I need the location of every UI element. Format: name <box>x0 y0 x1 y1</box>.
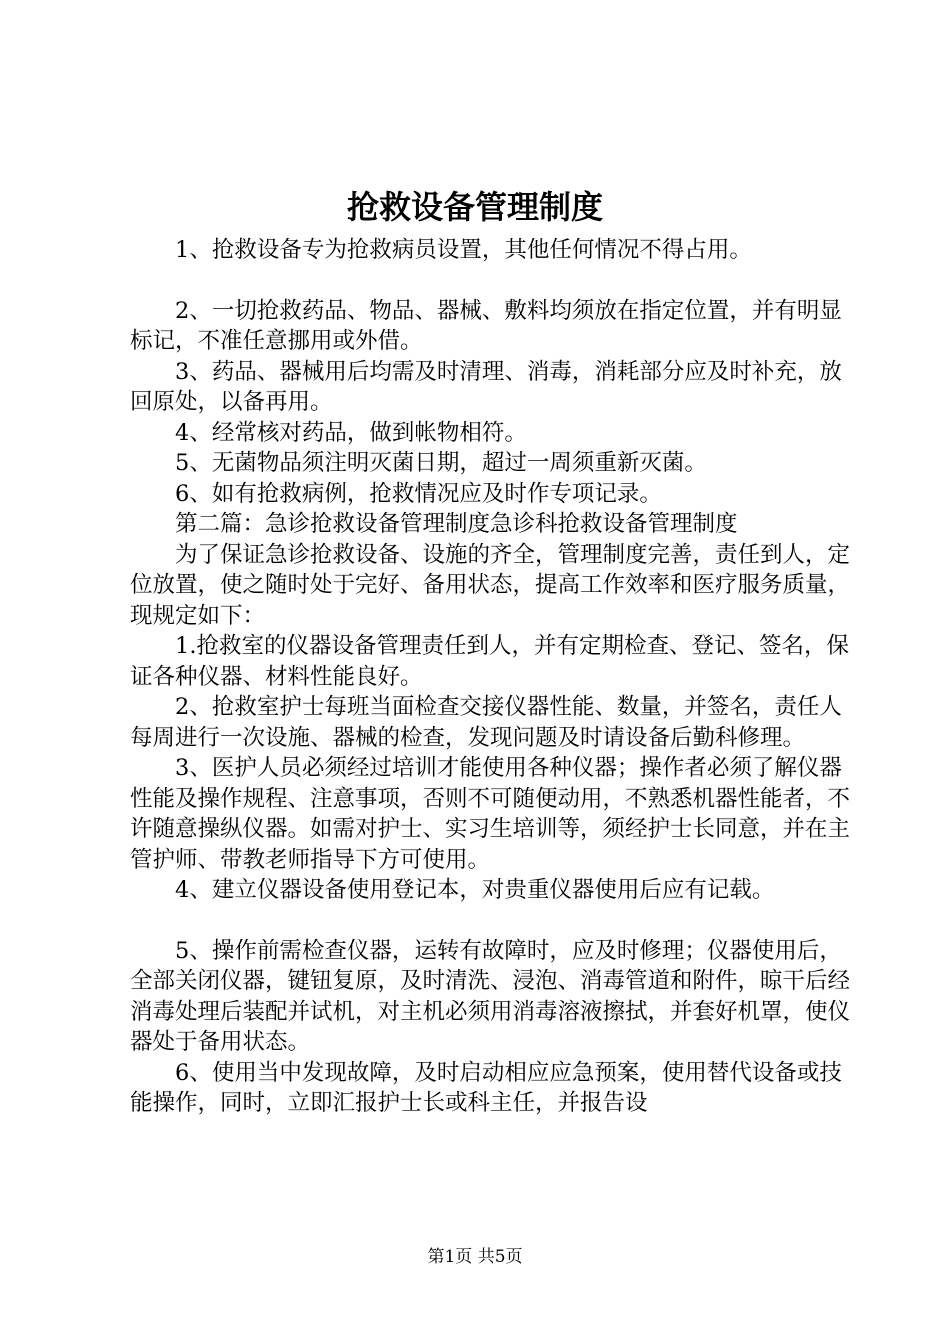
paragraph: 4、建立仪器设备使用登记本，对贵重仪器使用后应有记载。 <box>175 877 775 903</box>
document-body <box>130 235 850 1119</box>
section-heading: 第二篇：急诊抢救设备管理制度急诊科抢救设备管理制度 <box>175 511 738 537</box>
paragraph: 5、无菌物品须注明灭菌日期，超过一周须重新灭菌。 <box>175 450 707 476</box>
page-footer: 第1页 共5页 <box>427 1247 523 1267</box>
paragraph: 2、抢救室护士每班当面检查交接仪器性能、数量，并签名，责任人每周进行一次设施、器械的检查，发现问题及时请设备后勤科修理。 <box>130 694 842 751</box>
paragraph: 1、抢救设备专为抢救病员设置，其他任何情况不得占用。 <box>175 237 752 263</box>
paragraph: 为了保证急诊抢救设备、设施的齐全，管理制度完善，责任到人，定位放置，使之随时处于完好、备用状态，提高工作效率和医疗服务质量，现规定如下： <box>130 541 851 629</box>
document-title: 抢救设备管理制度 <box>346 188 603 226</box>
paragraph: 6、使用当中发现故障，及时启动相应应急预案，使用替代设备或技能操作，同时，立即汇报护士长或科主任，并报告设 <box>130 1059 842 1116</box>
paragraph: 6、如有抢救病例，抢救情况应及时作专项记录。 <box>175 480 662 507</box>
paragraph: 3、医护人员必须经过培训才能使用各种仪器；操作者必须了解仪器性能及操作规程、注意事项，否则不可随便动用，不熟悉机器性能者，不许随意操纵仪器。如需对护士、实习生培训等，须经护士长同意，并在主管护师、带教老师指导下方可使用。 <box>130 755 851 873</box>
paragraph: 1.抢救室的仪器设备管理责任到人，并有定期检查、登记、签名，保证各种仪器、材料性能良好。 <box>130 633 849 690</box>
paragraph: 2、一切抢救药品、物品、器械、敷料均须放在指定位置，并有明显标记，不准任意挪用或外借。 <box>130 297 842 354</box>
paragraph: 4、经常核对药品，做到帐物相符。 <box>175 419 527 446</box>
paragraph: 5、操作前需检查仪器，运转有故障时，应及时修理；仪器使用后，全部关闭仪器，键钮复原，及时清洗、浸泡、消毒管道和附件，晾干后经消毒处理后装配并试机，对主机必须用消毒溶液擦拭，并套好机罩，使仪器处于备用状态。 <box>130 937 851 1055</box>
paragraph: 3、药品、器械用后均需及时清理、消毒，消耗部分应及时补充，放回原处，以备再用。 <box>130 358 842 415</box>
